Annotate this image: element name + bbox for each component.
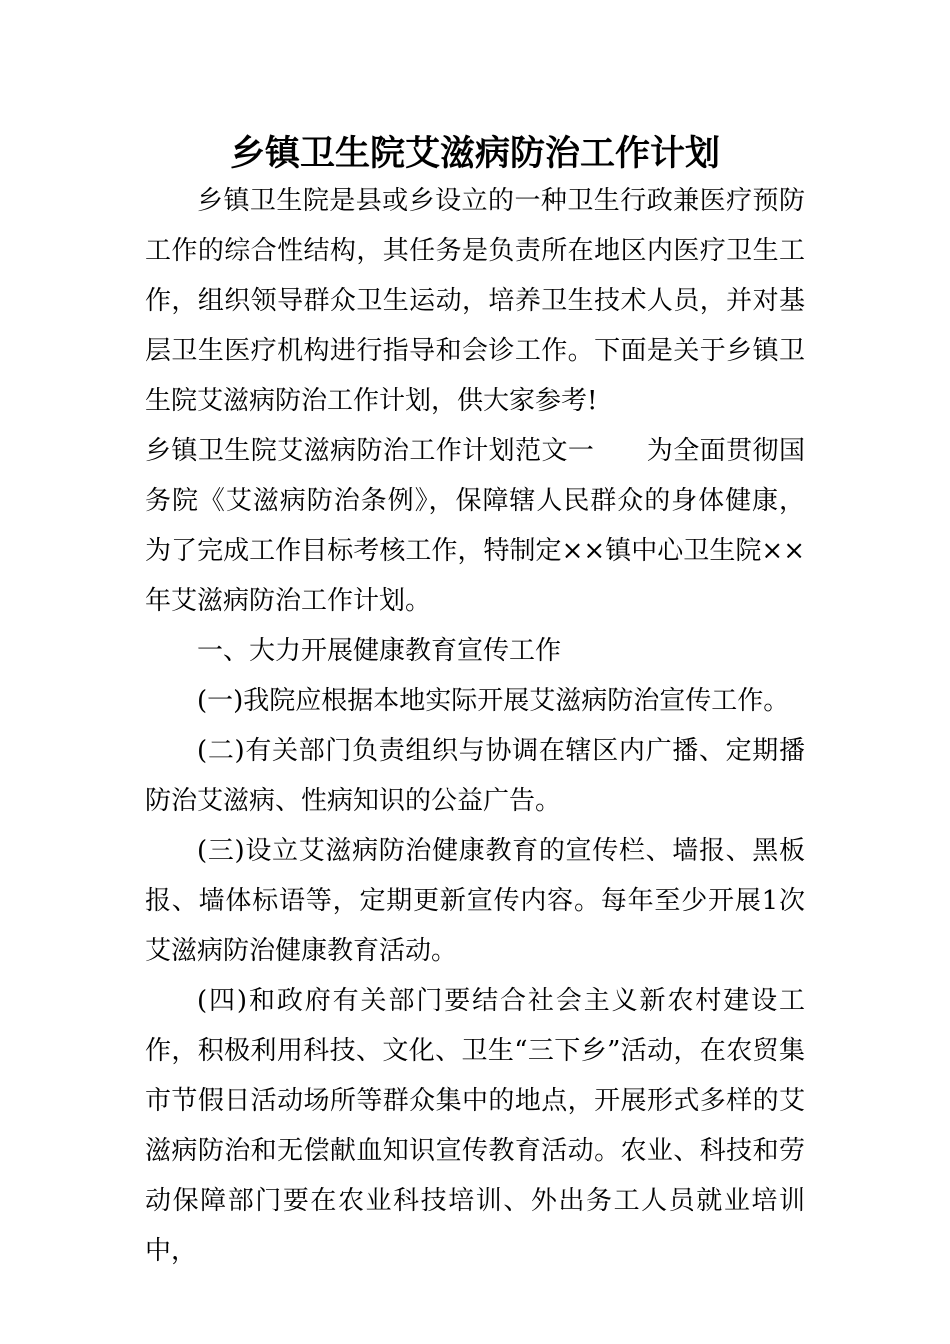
sample-one-text: 为全面贯彻国务院《艾滋病防治条例》，保障辖人民群众的身体健康，为了完成工作目标考核工作，特制定××镇中心卫生院××年艾滋病防治工作计划。 [145, 436, 805, 616]
list-item-two: (二)有关部门负责组织与协调在辖区内广播、定期播防治艾滋病、性病知识的公益广告。 [145, 736, 805, 816]
section-heading-one: 一、大力开展健康教育宣传工作 [197, 636, 562, 666]
list-item-one: (一)我院应根据本地实际开展艾滋病防治宣传工作。 [197, 686, 790, 716]
list-item-three: (三)设立艾滋病防治健康教育的宣传栏、墙报、黑板报、墙体标语等，定期更新宣传内容。每年至少开展1次艾滋病防治健康教育活动。 [145, 836, 805, 966]
list-item-four: (四)和政府有关部门要结合社会主义新农村建设工作，积极利用科技、文化、卫生“三下乡”活动，在农贸集市节假日活动场所等群众集中的地点，开展形式多样的艾滋病防治和无偿献血知识宣传教育活动。农业、科技和劳动保障部门要在农业科技培训、外出务工人员就业培训中， [145, 986, 805, 1266]
document-body [145, 176, 805, 1276]
sample-heading: 乡镇卫生院艾滋病防治工作计划范文一 [145, 436, 595, 466]
document-title: 乡镇卫生院艾滋病防治工作计划 [229, 134, 720, 174]
paragraph-sample-one [145, 426, 805, 626]
paragraph-intro: 乡镇卫生院是县或乡设立的一种卫生行政兼医疗预防工作的综合性结构，其任务是负责所在地区内医疗卫生工作，组织领导群众卫生运动，培养卫生技术人员，并对基层卫生医疗机构进行指导和会诊工作。下面是关于乡镇卫生院艾滋病防治工作计划，供大家参考! [145, 186, 805, 416]
